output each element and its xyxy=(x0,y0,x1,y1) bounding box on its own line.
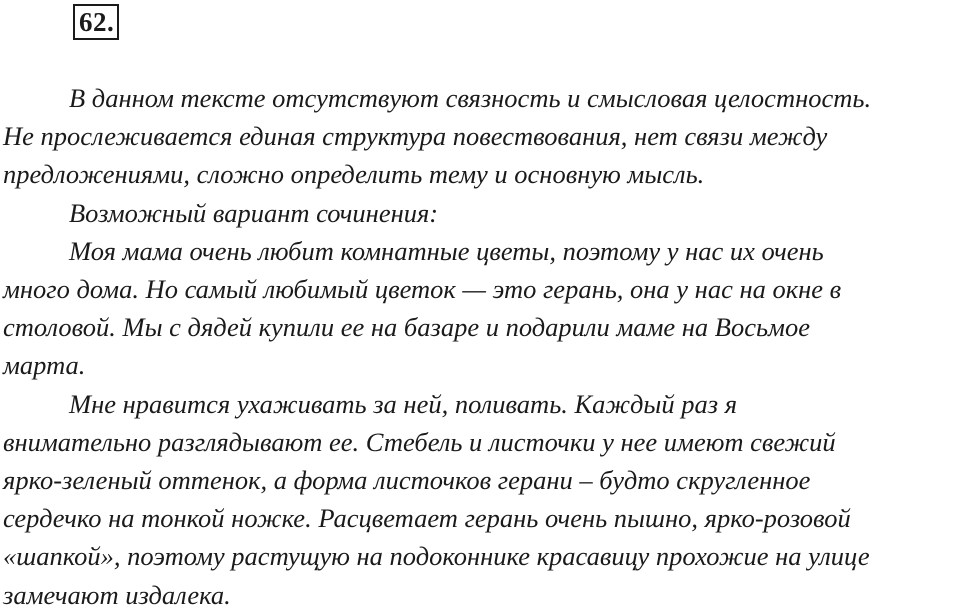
text-line: Моя мама очень любит комнатные цветы, поэтому у нас их очень xyxy=(69,235,824,266)
text-line: В данном тексте отсутствуют связность и смысловая целостность. xyxy=(69,83,872,113)
text-line: ярко-зеленый оттенок, а форма листочков герани – будто скругленное xyxy=(3,465,811,496)
paragraph-heading xyxy=(3,194,958,232)
text-line: замечают издалека. xyxy=(3,579,231,610)
text-line: марта. xyxy=(3,350,86,381)
text-line: Возможный вариант сочинения: xyxy=(69,197,439,228)
text-line: сердечко на тонкой ножке. Расцветает герань очень пышно, ярко-розовой xyxy=(3,503,851,534)
exercise-number: 62. xyxy=(73,4,119,40)
text-line: предложениями, сложно определить тему и основную мысль. xyxy=(3,159,705,190)
paragraph-essay-2 xyxy=(3,385,958,614)
text-line: «шапкой», поэтому растущую на подоконнике красавицу прохожие на улице xyxy=(3,541,870,572)
text-line: Не прослеживается единая структура повествования, нет связи между xyxy=(3,121,828,152)
text-line: внимательно разглядывают ее. Стебель и листочки у нее имеют свежий xyxy=(3,426,836,457)
paragraph-analysis xyxy=(3,79,958,194)
text-line: много дома. Но самый любимый цветок — это герань, она у нас на окне в xyxy=(3,274,842,305)
text-line: столовой. Мы с дядей купили ее на базаре и подарили маме на Восьмое xyxy=(3,312,810,343)
paragraph-essay-1 xyxy=(3,232,958,385)
text-line: Мне нравится ухаживать за ней, поливать. Каждый раз я xyxy=(69,388,738,419)
text-body xyxy=(3,79,958,614)
